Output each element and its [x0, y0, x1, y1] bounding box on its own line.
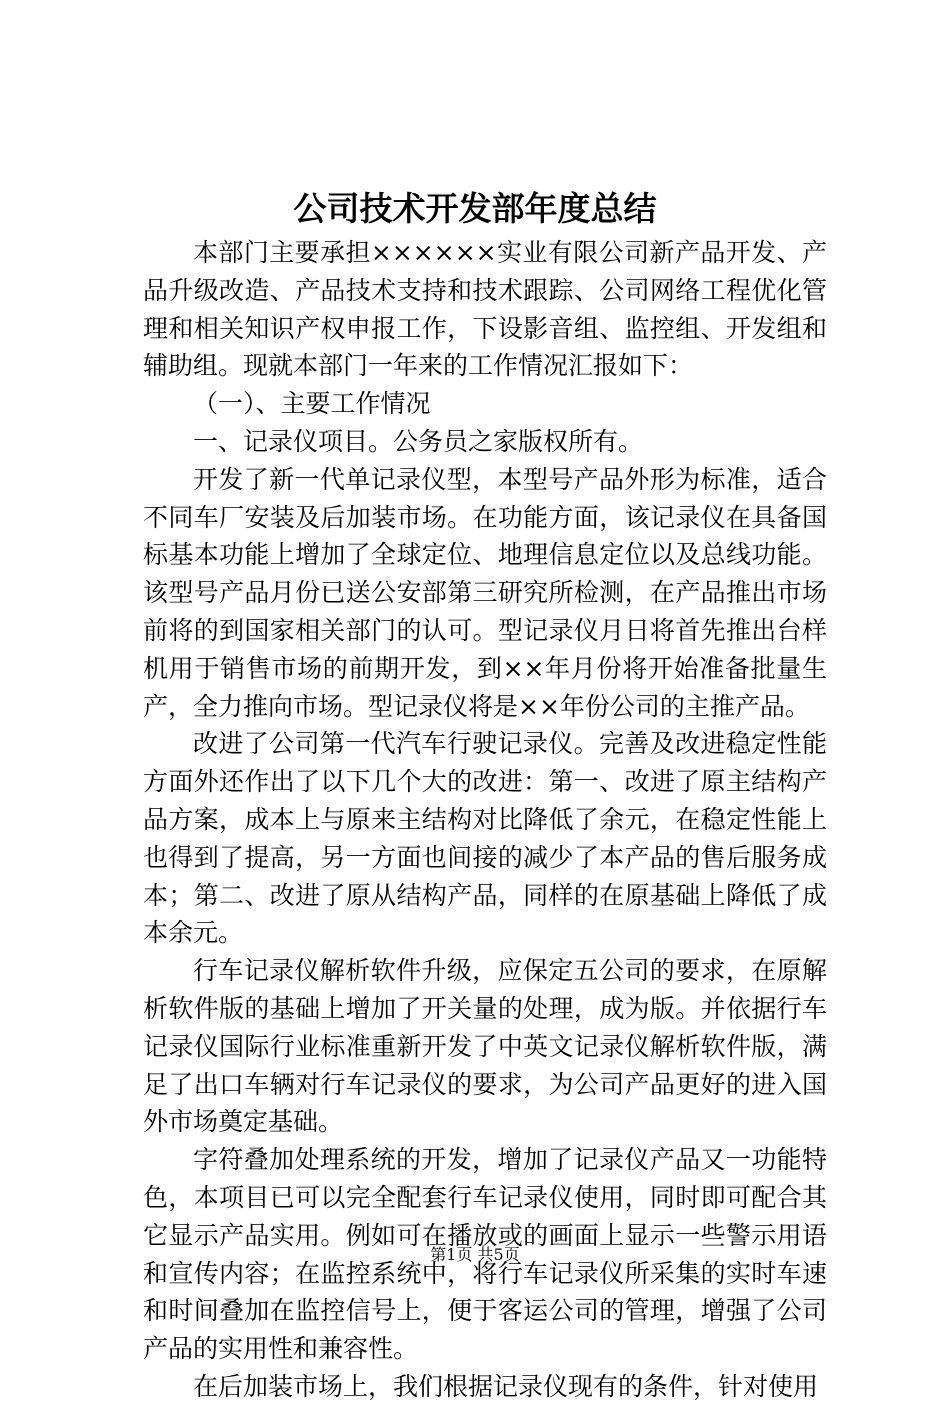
document-title: 公司技术开发部年度总结 — [293, 189, 657, 228]
subsection-heading: 一、记录仪项目。公务员之家版权所有。 — [193, 426, 644, 456]
section-heading: （一）、主要工作情况 — [193, 389, 431, 419]
paragraph-software-upgrade: 行车记录仪解析软件升级，应保定五公司的要求，在原解析软件版的基础上增加了开关量的处理，成为版。并依据行车记录仪国际行业标准重新开发了中英文记录仪解析软件版，满足了出口车辆对行车记录仪的要求，为公司产品更好的进入国外市场奠定基础。 — [143, 956, 827, 1137]
paragraph-improved-recorder: 改进了公司第一代汽车行驶记录仪。完善及改进稳定性能方面外还作出了以下几个大的改进：第一、改进了原主结构产品方案，成本上与原来主结构对比降低了余元，在稳定性能上也得到了提高，另一方面也间接的减少了本产品的售后服务成本；第二、改进了原从结构产品，同样的在原基础上降低了成本余元。 — [143, 729, 827, 948]
paragraph-overlay-system: 字符叠加处理系统的开发，增加了记录仪产品又一功能特色，本项目已可以完全配套行车记录仪使用，同时即可配合其它显示产品实用。例如可在播放或的画面上显示一些警示用语和宣传内容；在监控系统中，将行车记录仪所采集的实时车速和时间叠加在监控信号上，便于客运公司的管理，增强了公司产品的实用性和兼容性。 — [143, 1145, 827, 1364]
paragraph-aftermarket: 在后加装市场上，我们根据记录仪现有的条件，针对使用 — [193, 1371, 819, 1401]
paragraph-intro: 本部门主要承担××××××实业有限公司新产品开发、产品升级改造、产品技术支持和技术跟踪、公司网络工程优化管理和相关知识产权申报工作，下设影音组、监控组、开发组和辅助组。现就本部门一年来的工作情况汇报如下： — [143, 238, 827, 381]
paragraph-new-recorder: 开发了新一代单记录仪型，本型号产品外形为标准，适合不同车厂安装及后加装市场。在功能方面，该记录仪在具备国标基本功能上增加了全球定位、地理信息定位以及总线功能。该型号产品月份已送公安部第三研究所检测，在产品推出市场前将的到国家相关部门的认可。型记录仪月日将首先推出台样机用于销售市场的前期开发，到××年月份将开始准备批量生产，全力推向市场。型记录仪将是××年份公司的主推产品。 — [143, 464, 827, 721]
document-body — [143, 234, 827, 1406]
page-footer: 第1页 共5页 — [430, 1245, 520, 1264]
